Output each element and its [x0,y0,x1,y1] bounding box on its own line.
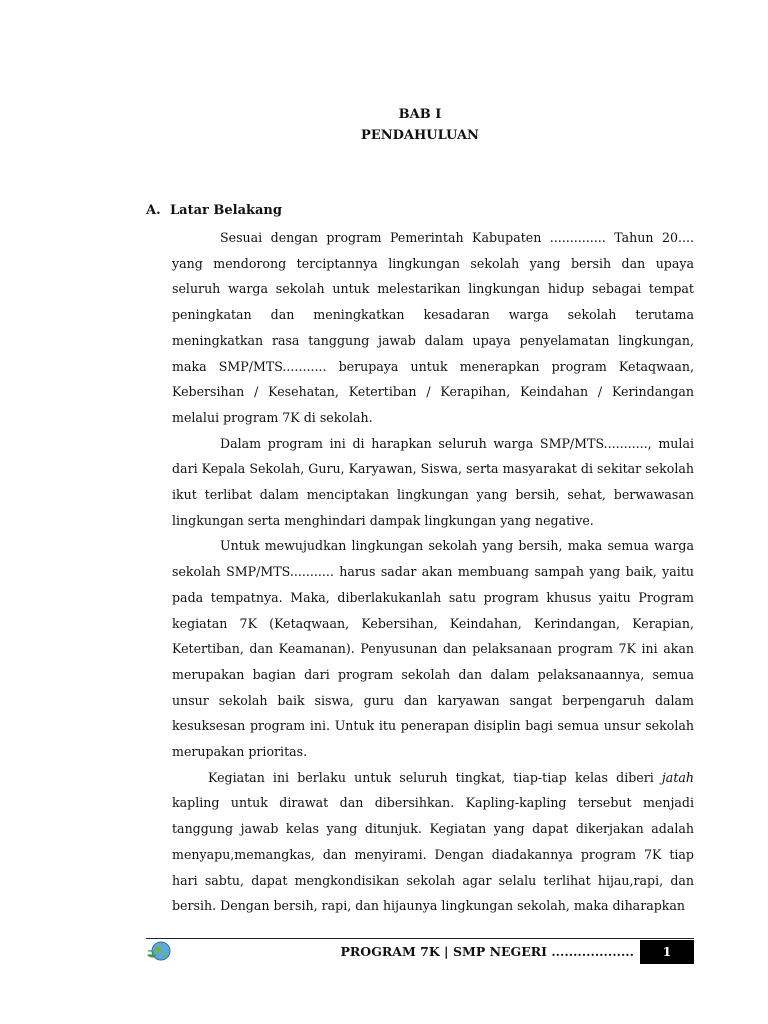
paragraph-4-italic: jatah [661,769,694,785]
globe-icon [146,940,172,962]
paragraph-4-end: kapling untuk dirawat dan dibersihkan. Kapling-kapling tersebut menjadi tanggung jawab kelas yang ditunjuk. Kegiatan yang dapat dikerjakan adalah menyapu,memangkas, dan menyirami. Dengan diadakannya program 7K tiap hari sabtu, dapat mengkondisikan sekolah agar selalu terlihat hijau,rapi, dan bersih. Dengan bersih, rapi, dan hijaunya lingkungan sekolah, maka diharapkan [172,795,694,914]
paragraph-4-start: Kegiatan ini berlaku untuk seluruh tingkat, tiap-tiap kelas diberi [208,769,662,785]
chapter-number: BAB I [398,107,442,122]
page-number: 1 [640,940,694,964]
footer-divider [146,938,694,939]
chapter-header [0,104,768,146]
section-number: A. [146,203,161,218]
paragraph-3: Untuk mewujudkan lingkungan sekolah yang bersih, maka semua warga sekolah SMP/MTS........... harus sadar akan membuang sampah yang baik, yaitu pada tempatnya. Maka, diberlakukanlah satu program khusus yaitu Program kegiatan 7K (Ketaqwaan, Kebersihan, Keindahan, Kerindangan, Kerapian, Ketertiban, dan Keamanan). Penyusunan dan pelaksanaan program 7K ini akan merupakan bagian dari program sekolah dan dalam pelaksanaannya, semua unsur sekolah baik siswa, guru dan karyawan sangat berpengaruh dalam kesuksesan program ini. Untuk itu penerapan disiplin bagi semua unsur sekolah merupakan prioritas. [172,538,694,760]
section-heading [146,200,282,221]
paragraph-1: Sesuai dengan program Pemerintah Kabupaten .............. Tahun 20.... yang mendorong terciptannya lingkungan sekolah yang bersih dan upaya seluruh warga sekolah untuk melestarikan lingkungan hidup sebagai tempat peningkatan dan meningkatkan kesadaran warga sekolah terutama meningkatkan rasa tanggung jawab dalam upaya penyelamatan lingkungan, maka SMP/MTS........... berupaya untuk menerapkan program Ketaqwaan, Kebersihan / Kesehatan, Ketertiban / Kerapihan, Keindahan / Kerindangan melalui program 7K di sekolah. [172,230,694,425]
paragraph-2: Dalam program ini di harapkan seluruh warga SMP/MTS..........., mulai dari Kepala Sekolah, Guru, Karyawan, Siswa, serta masyarakat di sekitar sekolah ikut terlibat dalam menciptakan lingkungan yang bersih, sehat, berwawasan lingkungan serta menghindari dampak lingkungan yang negative. [172,435,694,528]
section-title: Latar Belakang [170,203,282,218]
body-text [172,225,694,919]
chapter-title: PENDAHULUAN [361,128,479,143]
paragraph-4 [172,765,694,919]
footer-label: PROGRAM 7K | SMP NEGERI ................... [340,944,634,959]
